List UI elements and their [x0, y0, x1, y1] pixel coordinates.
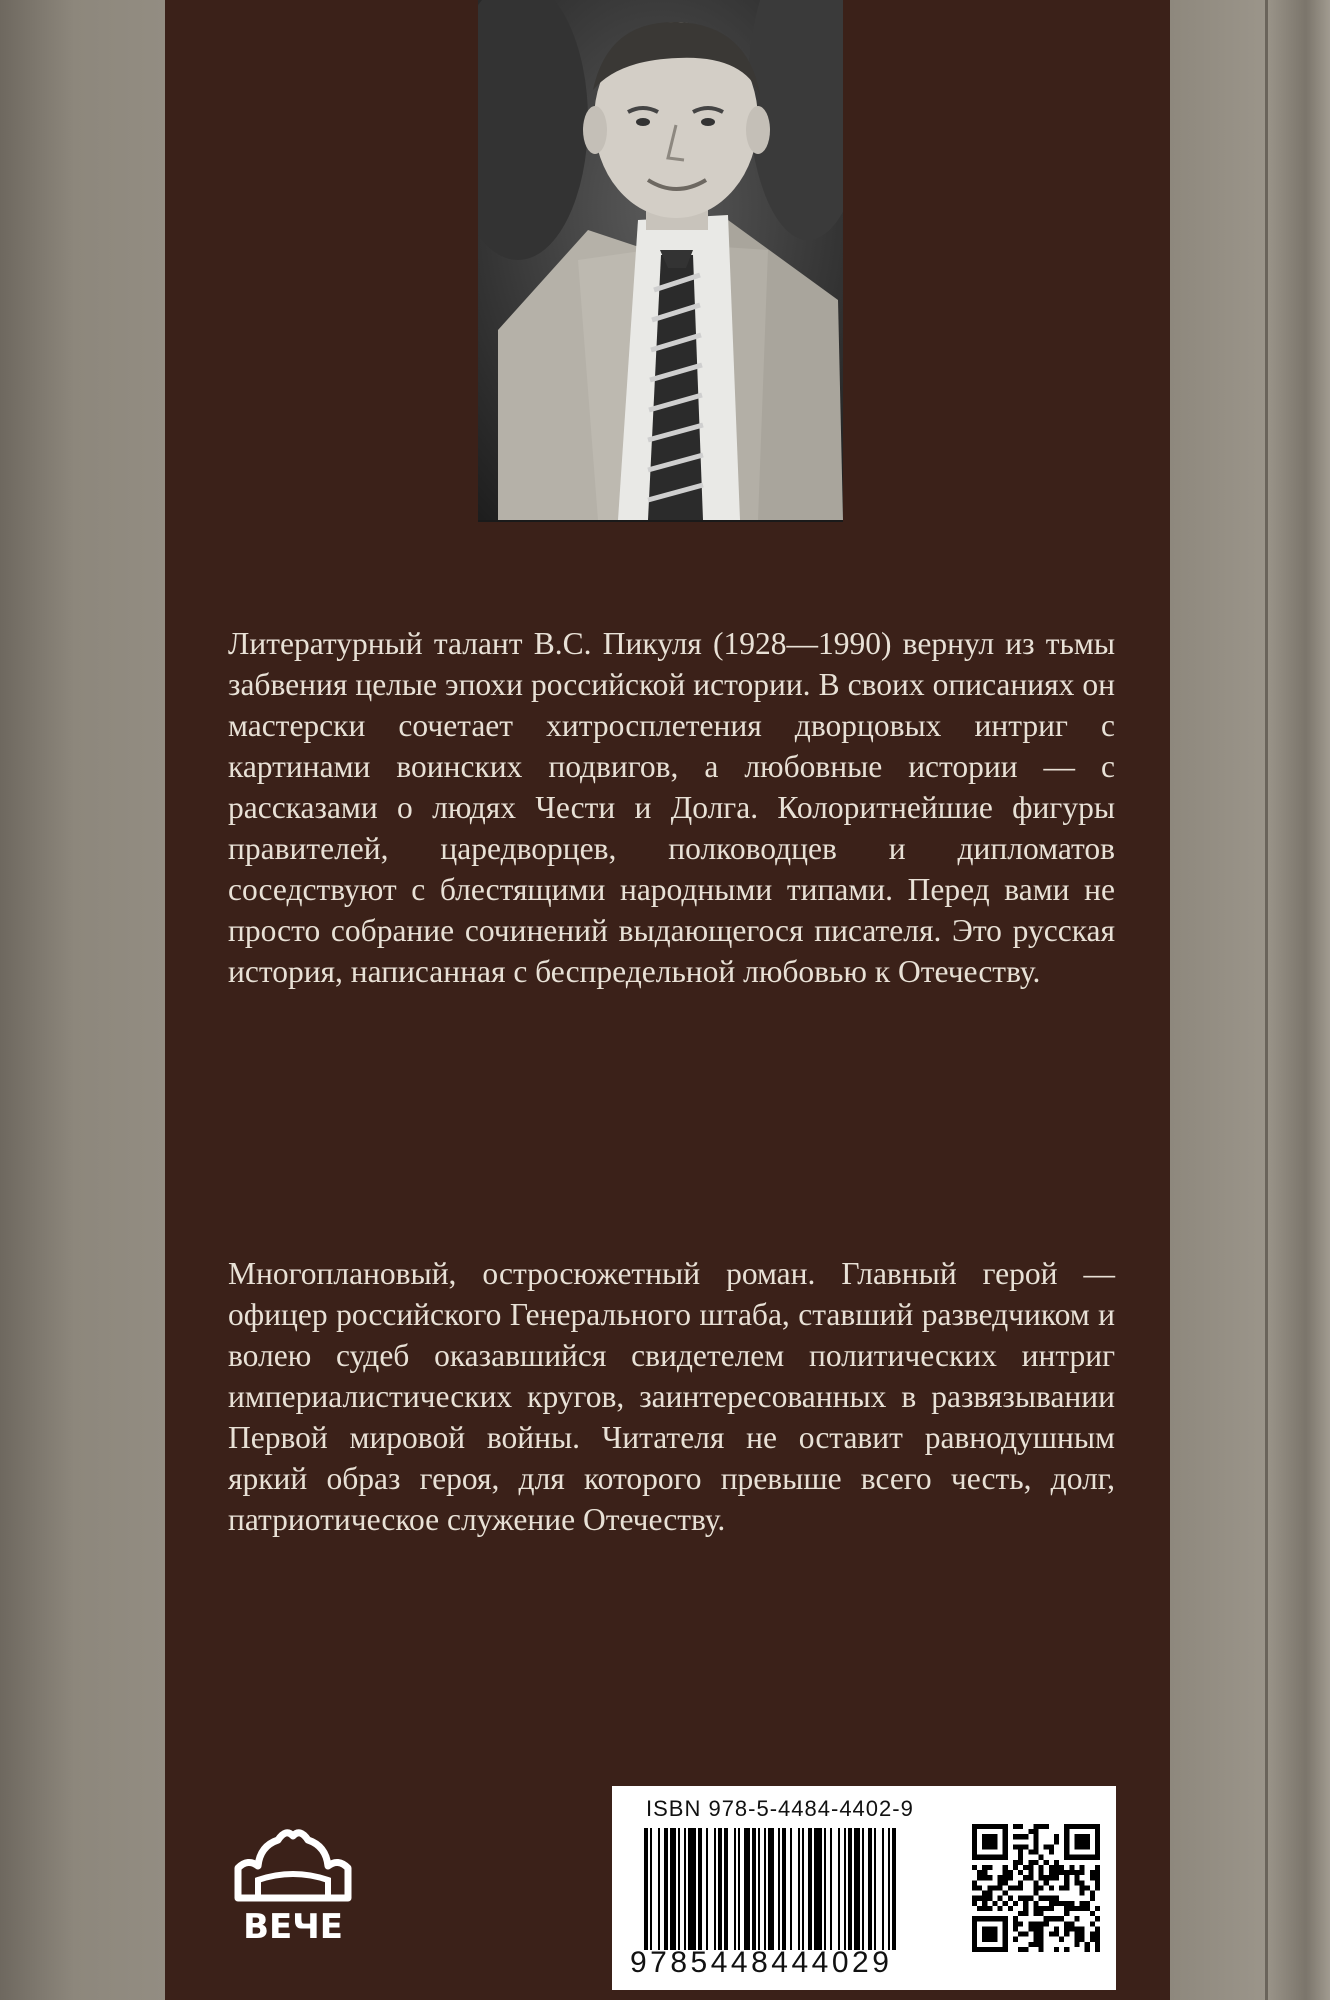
author-photo: [478, 0, 843, 522]
spine-crease: [1265, 0, 1268, 2000]
barcode-digits: 9785448444029: [630, 1946, 893, 1979]
book-spine-right: [1170, 0, 1330, 2000]
publisher-logo: [228, 1828, 358, 1946]
publisher-logo-text: ВЕЧЕ: [243, 1907, 343, 1946]
book-edge-left: [0, 0, 165, 2000]
barcode: [644, 1828, 944, 1950]
isbn-label: ISBN 978-5-4484-4402-9: [646, 1796, 914, 1821]
qr-code: [972, 1824, 1100, 1952]
author-description: Литературный талант В.С. Пикуля (1928—1990) вернул из тьмы забвения целые эпохи российской истории. В своих описаниях он мастерски сочетает хитросплетения дворцовых интриг с картинами воинских подвигов, а любовные истории — с рассказами о людях Чести и Долга. Колоритнейшие фигуры правителей, царедворцев, полководцев и дипломатов соседствуют с блестящими народными типами. Перед вами не просто собрание сочинений выдающегося писателя. Это русская история, написанная с беспредельной любовью к Отечеству.: [228, 626, 1115, 989]
novel-description: Многоплановый, остросюжетный роман. Главный герой — офицер российского Генерального штаба, ставший разведчиком и волею судеб оказавшийся свидетелем политических интриг империалистических кругов, заинтересованных в развязывании Первой мировой войны. Читателя не оставит равнодушным яркий образ героя, для которого превыше всего честь, долг, патриотическое служение Отечеству.: [228, 1256, 1115, 1537]
barcode-panel: [612, 1786, 1116, 1990]
